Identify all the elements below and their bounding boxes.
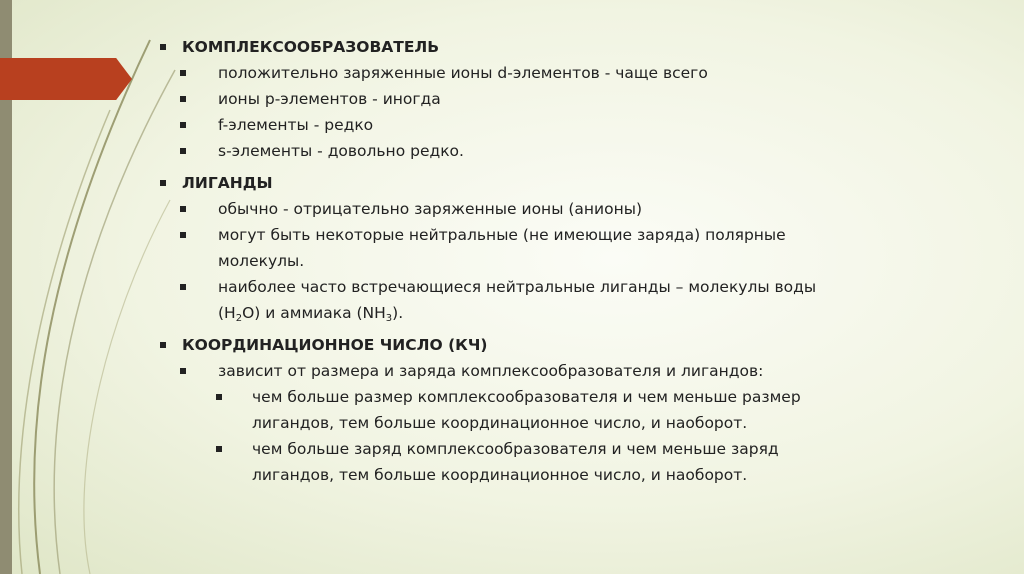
list-item: f-элементы - редко	[180, 112, 1000, 138]
sub-list-item: чем больше размер комплексообразователя и чем меньше размер	[216, 384, 1000, 410]
list-item-continuation: молекулы.	[218, 252, 305, 270]
bullet-square-icon	[180, 122, 186, 128]
section-heading-ligands: ЛИГАНДЫ	[160, 170, 1000, 196]
slide-content	[160, 34, 1000, 488]
list-item: могут быть некоторые нейтральные (не имеющие заряда) полярные	[180, 222, 1000, 248]
bullet-square-icon	[180, 368, 186, 374]
list-item: s-элементы - довольно редко.	[180, 138, 1000, 164]
list-item: обычно - отрицательно заряженные ионы (анионы)	[180, 196, 1000, 222]
sub-list-item: чем больше заряд комплексообразователя и чем меньше заряд	[216, 436, 1000, 462]
bullet-square-icon	[180, 96, 186, 102]
bullet-square-icon	[160, 180, 166, 186]
list-item: ионы р-элементов - иногда	[180, 86, 1000, 112]
bullet-square-icon	[180, 70, 186, 76]
bullet-square-icon	[180, 284, 186, 290]
formula-text: $(H_2O)$ и аммиака $(NH_3)$.	[218, 304, 404, 324]
bullet-square-icon	[160, 342, 166, 348]
list-item-continuation	[180, 300, 1000, 326]
bullet-square-icon	[180, 206, 186, 212]
bullet-square-icon	[180, 148, 186, 154]
bullet-square-icon	[216, 446, 222, 452]
sub-list-item-continuation: лигандов, тем больше координационное число, и наоборот.	[252, 414, 748, 432]
section-heading-complexing-agent: КОМПЛЕКСООБРАЗОВАТЕЛЬ	[160, 34, 1000, 60]
sub-list-item-continuation: лигандов, тем больше координационное число, и наоборот.	[252, 466, 748, 484]
list-item: зависит от размера и заряда комплексообразователя и лигандов:	[180, 358, 1000, 384]
bullet-square-icon	[180, 232, 186, 238]
bullet-square-icon	[160, 44, 166, 50]
list-item: положительно заряженные ионы d-элементов - чаще всего	[180, 60, 1000, 86]
bullet-square-icon	[216, 394, 222, 400]
title-ribbon	[0, 58, 132, 100]
section-heading-coordination-number: КООРДИНАЦИОННОЕ ЧИСЛО (КЧ)	[160, 332, 1000, 358]
list-item: наиболее часто встречающиеся нейтральные лиганды – молекулы воды	[180, 274, 1000, 300]
